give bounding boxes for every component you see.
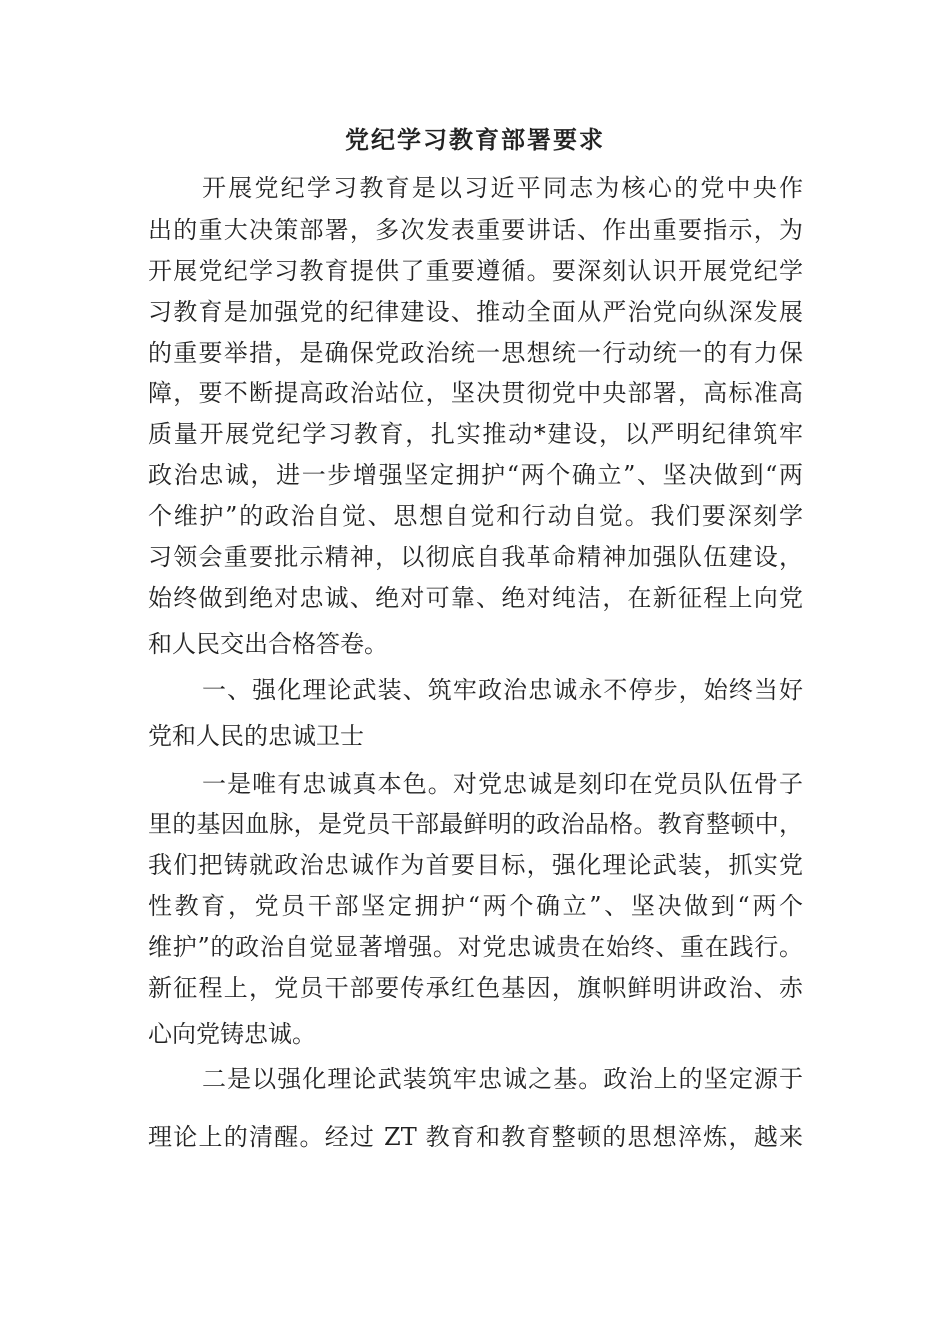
paragraph-line: 障，要不断提高政治站位，坚决贯彻党中央部署，高标准高: [148, 379, 803, 407]
document-title: 党纪学习教育部署要求: [345, 125, 605, 154]
paragraph-line: 一是唯有忠诚真本色。对党忠诚是刻印在党员队伍骨子: [202, 770, 803, 798]
paragraph-line: 政治忠诚，进一步增强坚定拥护“两个确立”、坚决做到“两: [148, 461, 803, 489]
paragraph-line: 和人民交出合格答卷。: [148, 630, 388, 658]
paragraph-line: 习教育是加强党的纪律建设、推动全面从严治党向纵深发展: [148, 298, 803, 326]
paragraph-line: 始终做到绝对忠诚、绝对可靠、绝对纯洁，在新征程上向党: [148, 584, 803, 612]
paragraph-line: 心向党铸忠诚。: [148, 1020, 316, 1048]
paragraph-line: 我们把铸就政治忠诚作为首要目标，强化理论武装，抓实党: [148, 851, 803, 879]
paragraph-line: 开展党纪学习教育提供了重要遵循。要深刻认识开展党纪学: [148, 257, 803, 285]
paragraph-line: 出的重大决策部署，多次发表重要讲话、作出重要指示，为: [148, 216, 803, 244]
paragraph-line: 维护”的政治自觉显著增强。对党忠诚贵在始终、重在践行。: [148, 933, 803, 961]
paragraph-line: 习领会重要批示精神，以彻底自我革命精神加强队伍建设，: [148, 543, 803, 571]
section-heading-line: 党和人民的忠诚卫士: [148, 722, 364, 750]
paragraph-line: 理论上的清醒。经过 ZT 教育和教育整顿的思想淬炼，越来: [148, 1123, 803, 1151]
paragraph-line: 的重要举措，是确保党政治统一思想统一行动统一的有力保: [148, 339, 803, 367]
paragraph-line: 性教育，党员干部坚定拥护“两个确立”、坚决做到“两个: [148, 892, 803, 920]
section-heading-line: 一、强化理论武装、筑牢政治忠诚永不停步，始终当好: [202, 676, 803, 704]
paragraph-line: 新征程上，党员干部要传承红色基因，旗帜鲜明讲政治、赤: [148, 974, 803, 1002]
paragraph-line: 个维护”的政治自觉、思想自觉和行动自觉。我们要深刻学: [148, 502, 803, 530]
paragraph-line: 里的基因血脉，是党员干部最鲜明的政治品格。教育整顿中，: [148, 810, 803, 838]
paragraph-line: 质量开展党纪学习教育，扎实推动*建设，以严明纪律筑牢: [148, 420, 803, 448]
paragraph-line: 开展党纪学习教育是以习近平同志为核心的党中央作: [202, 174, 803, 202]
paragraph-line: 二是以强化理论武装筑牢忠诚之基。政治上的坚定源于: [202, 1065, 803, 1093]
